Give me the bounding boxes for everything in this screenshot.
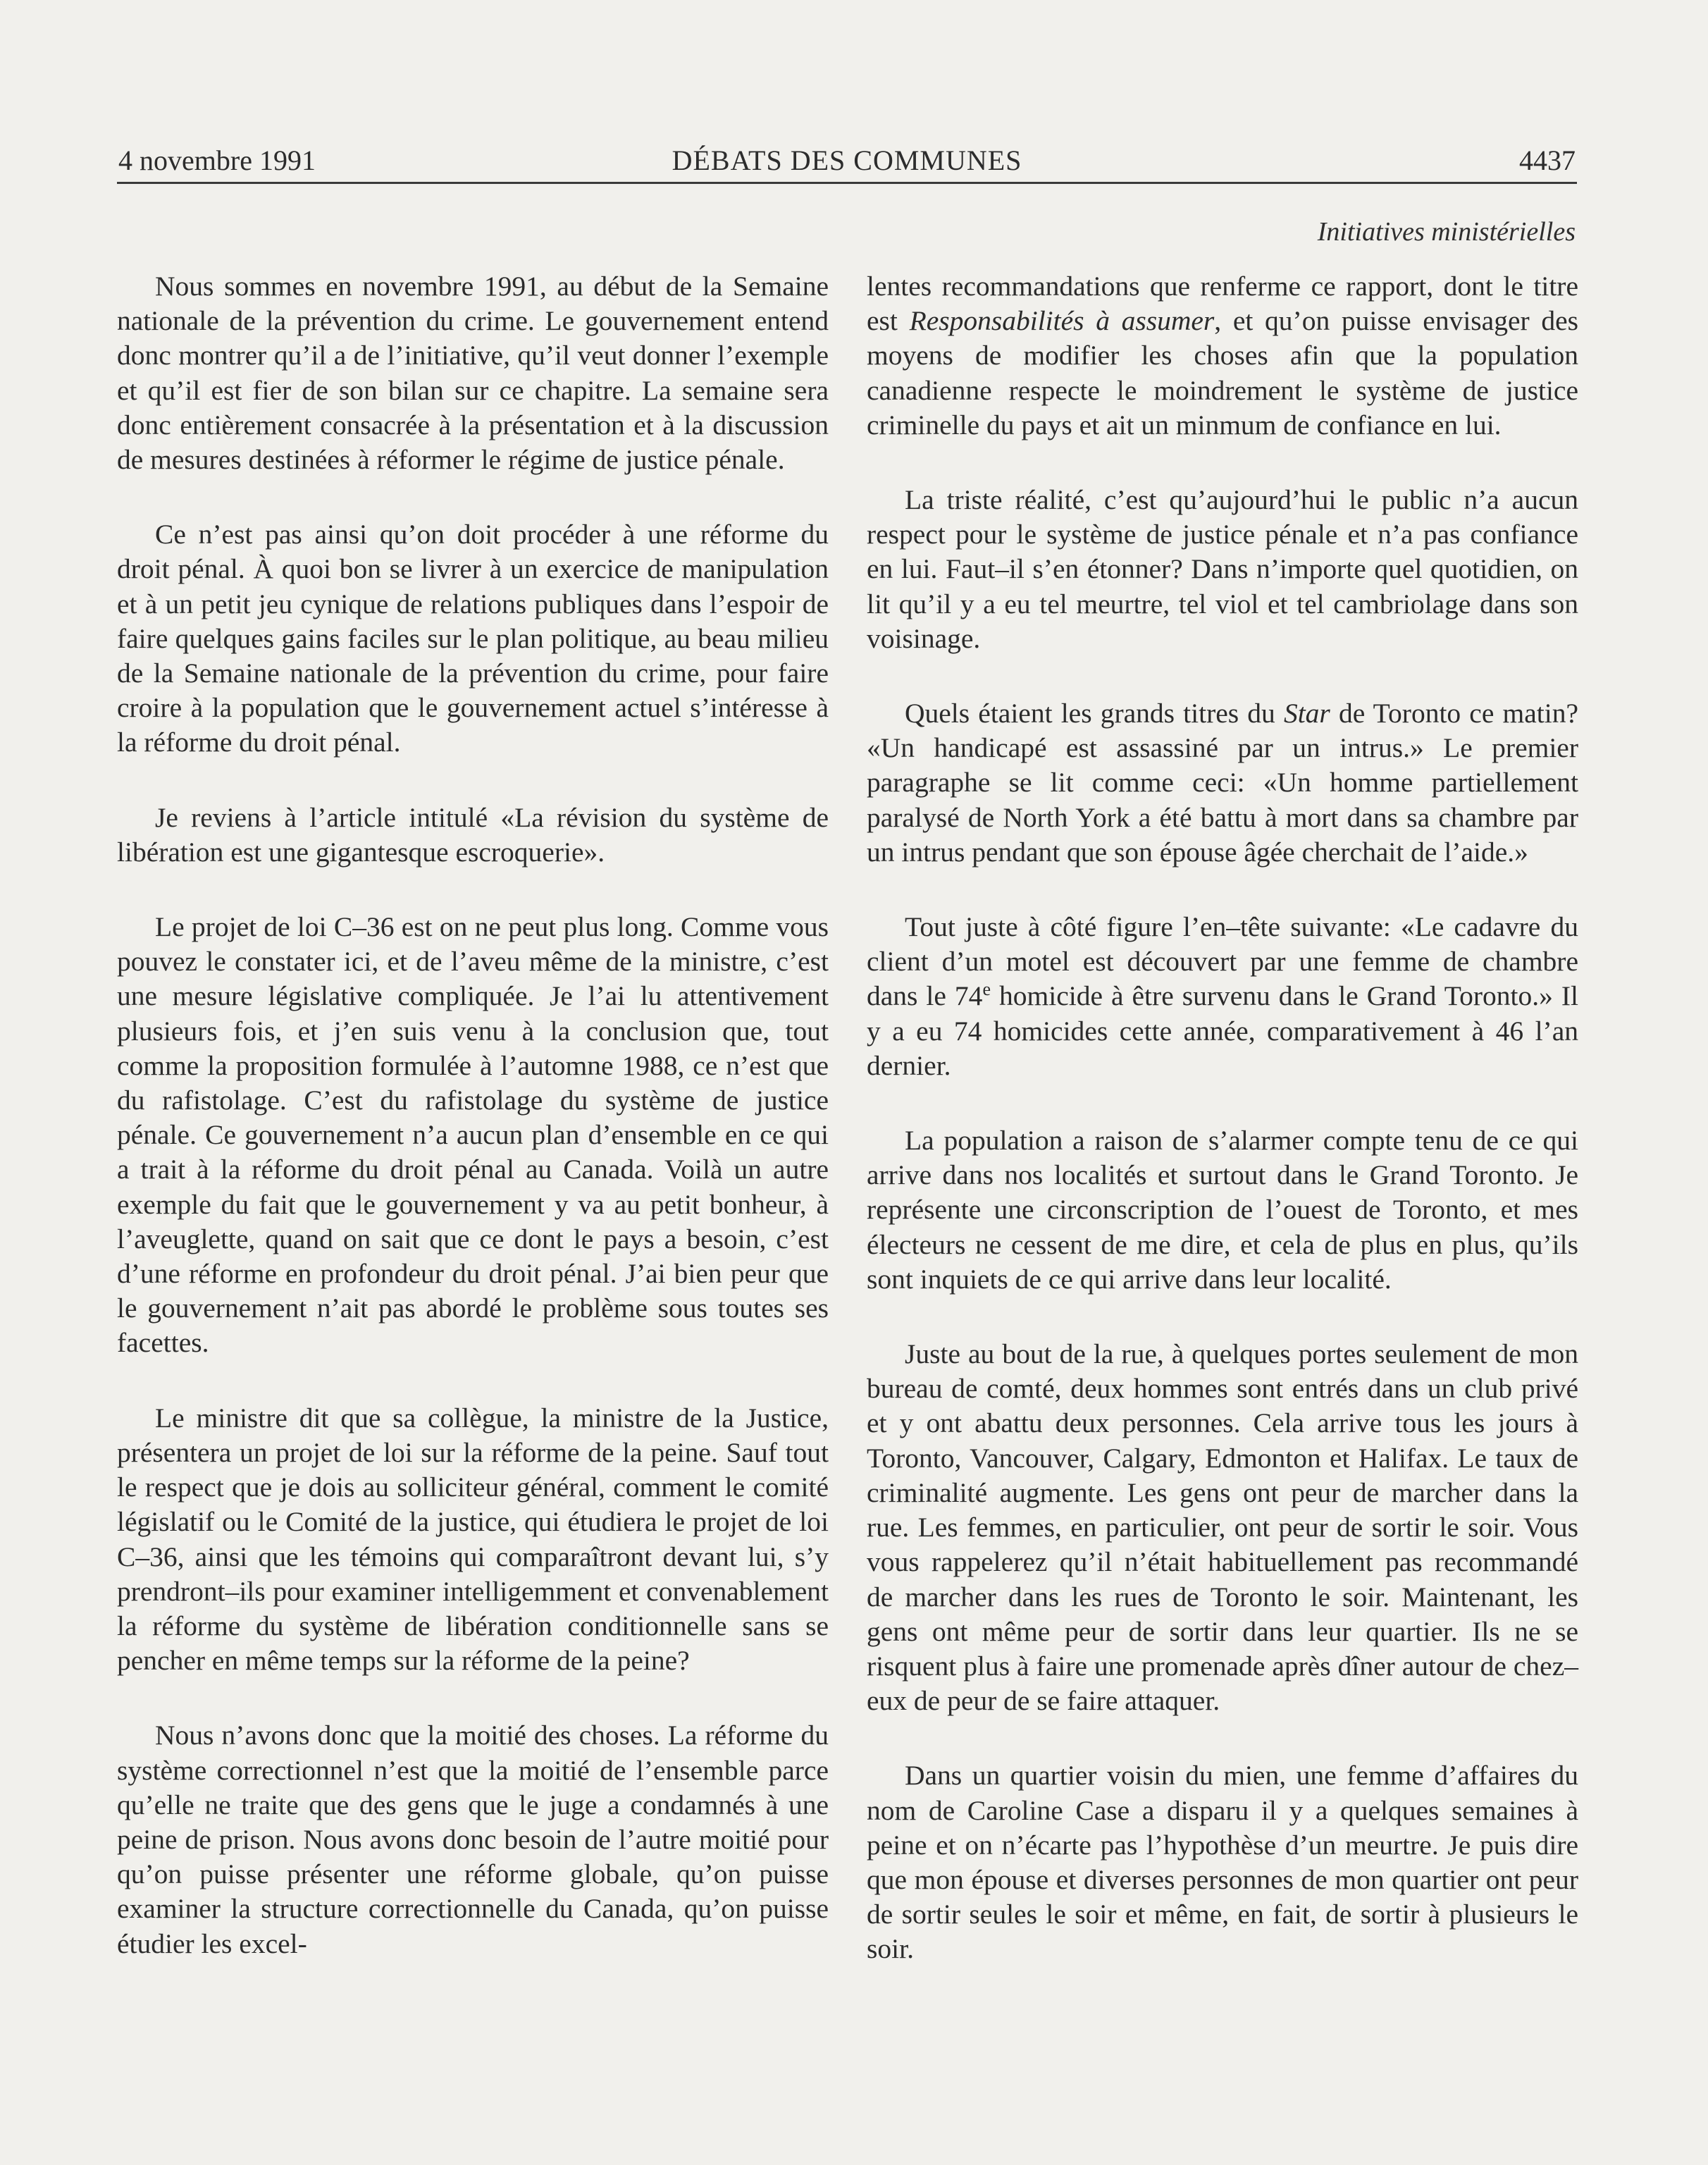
paragraph [867,696,1578,870]
journal-title: DÉBATS DES COMMUNES [672,144,1022,176]
newspaper-name: Star [1283,698,1330,729]
text-run: Quels étaient les grands titres du [905,698,1284,729]
header-date: 4 novembre 1991 [118,144,316,176]
paragraph: Je reviens à l’article intitulé «La révision du système de libération est une gigantesque escroquerie». [117,801,829,868]
text-run: lentes recommandations que renferme ce rapport, dont le titre est [867,271,1578,337]
paragraph: Ce n’est pas ainsi qu’on doit procéder à une réforme du droit pénal. À quoi bon se livrer à un exercice de manipulation et à un petit jeu cynique de relations publiques dans l’espoir de faire quelques gains faciles sur le plan politique, au beau milieu de la Semaine nationale de la prévention du crime, pour faire croire à la population que le gouvernement actuel s’intéresse à la réforme du droit pénal. [117,519,829,758]
header-rule [117,182,1577,184]
paragraph [867,910,1578,1083]
paragraph-continued [867,269,1578,443]
page-number: 4437 [1519,144,1576,176]
ordinal-suffix: e [982,979,991,1000]
text-run: , et qu’on puisse envisager des moyens de modifier les choses afin que la population canadienne respecte le moindrement le système de justice criminelle du pays et ait un minmum de confiance en lui. [867,305,1578,440]
paragraph: La population a raison de s’alarmer compte tenu de ce qui arrive dans nos localités et surtout dans le Grand Toronto. Je représente une circonscription de l’ouest de Toronto, et mes électeurs ne cessent de me dire, et cela de plus en plus, qu’ils sont inquiets de ce qui arrive dans leur localité. [867,1125,1578,1295]
report-title: Responsabilités à assumer [909,305,1215,337]
paragraph: Dans un quartier voisin du mien, une femme d’affaires du nom de Caroline Case a disparu il y a quelques semaines à peine et on n’écarte pas l’hypothèse d’un meurtre. Je puis dire que mon épouse et diverses personnes de mon quartier ont peur de sortir seules le soir et même, en fait, de sortir à plusieurs le soir. [867,1760,1578,1965]
running-head [118,141,1576,180]
text-run: Tout juste à côté figure l’en–tête suivante: «Le cadavre du client d’un motel est découvert par une femme de chambre dans le 74 [867,911,1578,1012]
paragraph: Nous n’avons donc que la moitié des choses. La réforme du système correctionnel n’est que la moitié de l’ensemble parce qu’elle ne traite que des gens que le juge a condamnés à une peine de prison. Nous avons donc besoin de l’autre moitié pour qu’on puisse présenter une réforme globale, qu’on puisse examiner la structure correctionnelle du Canada, qu’on puisse étudier les excel- [117,1720,829,1959]
text-run: homicide à être survenu dans le Grand Toronto.» Il y a eu 74 homicides cette année, comparativement à 46 l’an dernier. [867,980,1578,1081]
left-column [117,269,829,1961]
right-column [867,269,1578,1967]
paragraph: Le ministre dit que sa collègue, la ministre de la Justice, présentera un projet de loi sur la réforme de la peine. Sauf tout le respect que je dois au solliciteur général, comment le comité législatif ou le Comité de la justice, qui étudiera le projet de loi C–36, ainsi que les témoins qui comparaîtront devant lui, s’y prendront–ils pour examiner intelligemment et convenablement la réforme du système de libération conditionnelle sans se pencher en même temps sur la réforme de la peine? [117,1402,829,1677]
paragraph: Le projet de loi C–36 est on ne peut plus long. Comme vous pouvez le constater ici, et de l’aveu même de la ministre, c’est une mesure législative compliquée. Je l’ai lu attentivement plusieurs fois, et j’en suis venu à la conclusion que, tout comme la proposition formulée à l’automne 1988, ce n’est que du rafistolage. C’est du rafistolage du système de justice pénale. Ce gouvernement n’a aucun plan d’ensemble en ce qui a trait à la réforme du droit pénal au Canada. Voilà un autre exemple du fait que le gouvernement y va au petit bonheur, à l’aveuglette, quand on sait que ce dont le pays a besoin, c’est d’une réforme en profondeur du droit pénal. J’ai bien peur que le gouvernement n’ait pas abordé le problème sous toutes ses facettes. [117,911,829,1359]
paragraph: La triste réalité, c’est qu’aujourd’hui le public n’a aucun respect pour le système de justice pénale et n’a pas confiance en lui. Faut–il s’en étonner? Dans n’importe quel quotidien, on lit qu’il y a eu tel meurtre, tel viol et tel cambriolage dans son voisinage. [867,484,1578,654]
section-title: Initiatives ministérielles [1317,217,1576,247]
text-run: de Toronto ce matin? «Un handicapé est assassiné par un intrus.» Le premier paragraphe se lit comme ceci: «Un homme partiellement paralysé de North York a été battu à mort dans sa chambre par un intrus pendant que son épouse âgée cherchait de l’aide.» [867,698,1578,868]
paragraph: Nous sommes en novembre 1991, au début de la Semaine nationale de la prévention du crime. Le gouvernement entend donc montrer qu’il a de l’initiative, qu’il veut donner l’exemple et qu’il est fier de son bilan sur ce chapitre. La semaine sera donc entièrement consacrée à la présentation et à la discussion de mesures destinées à réformer le régime de justice pénale. [117,271,829,476]
paragraph: Juste au bout de la rue, à quelques portes seulement de mon bureau de comté, deux hommes sont entrés dans un club privé et y ont abattu deux personnes. Cela arrive tous les jours à Toronto, Vancouver, Calgary, Edmonton et Halifax. Le taux de criminalité augmente. Les gens ont peur de marcher dans la rue. Les femmes, en particulier, ont peur de sortir le soir. Vous vous rappelerez qu’il n’était habituellement pas recommandé de marcher dans les rues de Toronto le soir. Maintenant, les gens ont même peur de sortir dans leur quartier. Ils ne se risquent plus à faire une promenade après dîner autour de chez–eux de peur de se faire attaquer. [867,1338,1578,1717]
